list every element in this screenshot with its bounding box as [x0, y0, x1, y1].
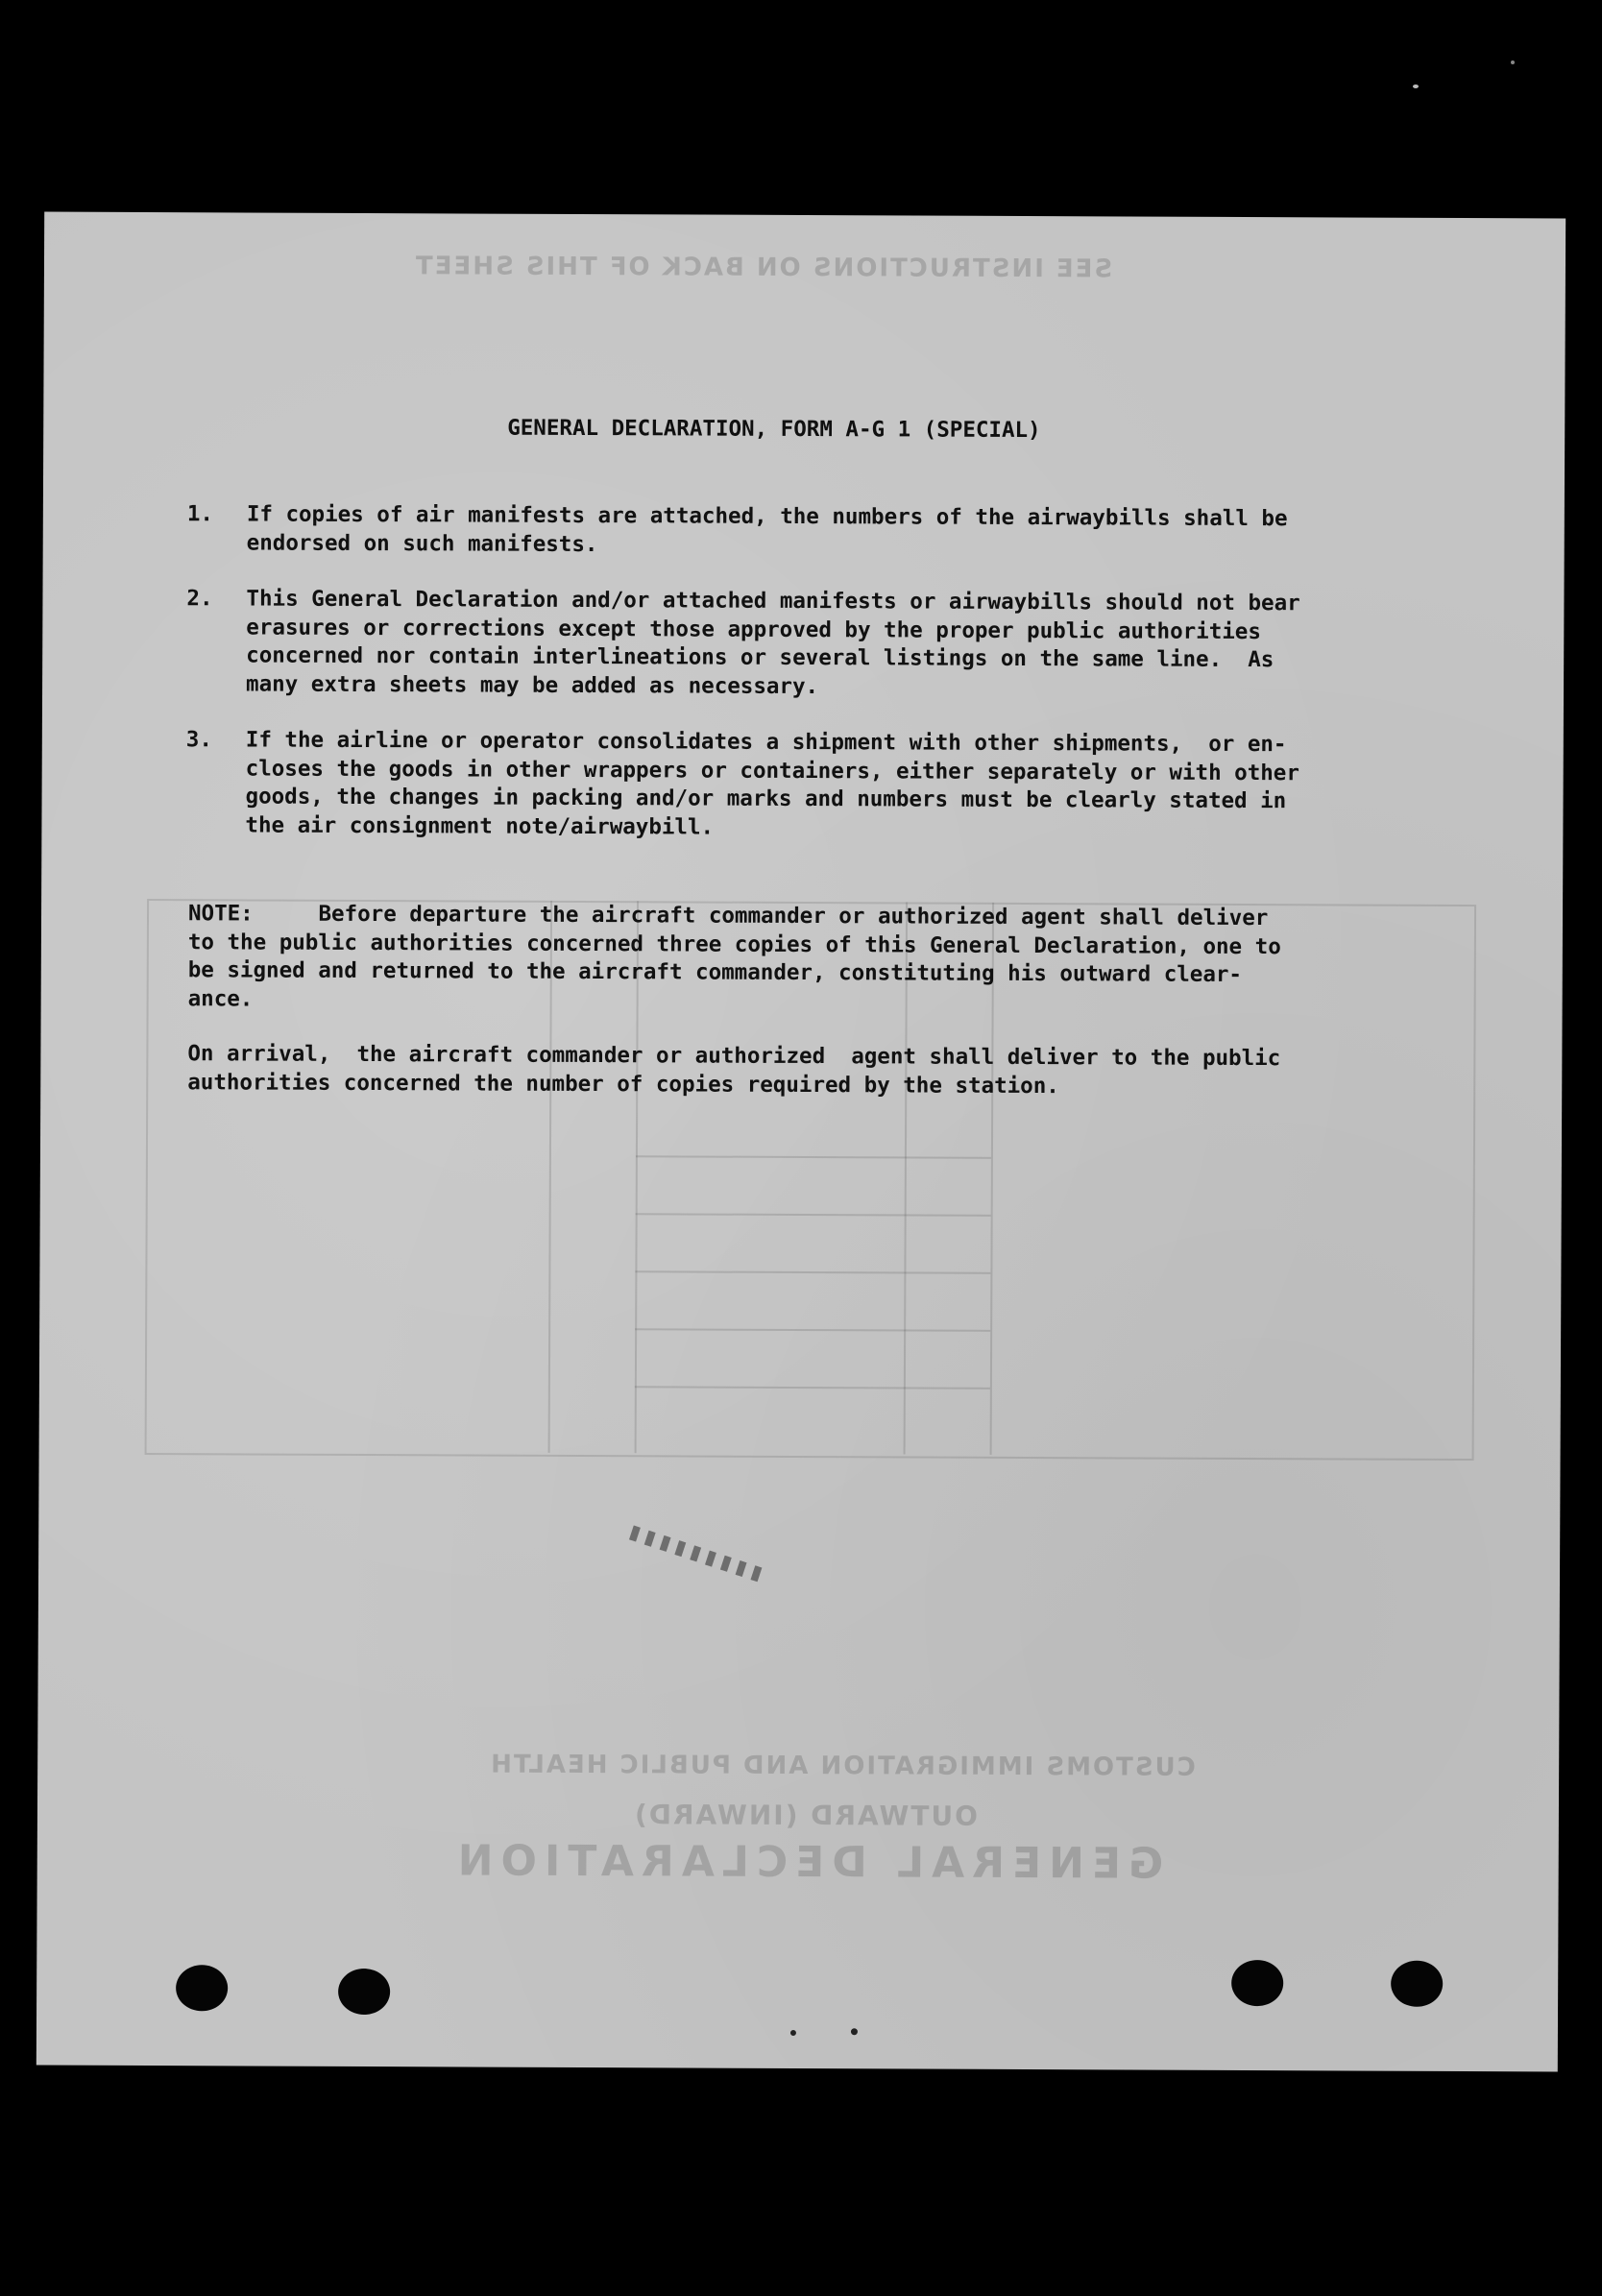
- ghost-footer: CUSTOMS IMMIGRATION AND PUBLIC HEALTH: [489, 1750, 1196, 1782]
- instruction-item-3: [185, 726, 1299, 840]
- item-text: If the airline or operator consolidates a shipment with other shipments, or en- closes the goods in other wrappers or containers, either separately or with other goods, the changes in packing and/or marks and numbers must be clearly stated in the air consignment note/airwaybill.: [245, 727, 1299, 840]
- speck: [1413, 85, 1419, 88]
- instruction-item-2: [186, 585, 1300, 699]
- punch-hole: [176, 1965, 228, 2011]
- punch-hole: [1391, 1961, 1443, 2007]
- ghost-header: SEE INSTRUCTIONS ON BACK OF THIS SHEET: [413, 252, 1113, 284]
- item-text: If copies of air manifests are attached, the numbers of the airwaybills shall be endorsed on such manifests.: [246, 501, 1288, 557]
- speck: [790, 2030, 796, 2036]
- ghost-footer: GENERAL DECLARATION: [449, 1836, 1164, 1889]
- punch-hole: [1231, 1960, 1283, 2006]
- punch-hole: [338, 1969, 390, 2015]
- arrival-paragraph: On arrival, the aircraft commander or authorized agent shall deliver to the public authorities concerned the number of copies required by the station.: [187, 1041, 1281, 1099]
- note-paragraph: NOTE: Before departure the aircraft commander or authorized agent shall deliver to the public authorities concerned three copies of this General Declaration, one to be signed and returned to the aircraft commander, constituting his outward clear- ance.: [187, 901, 1281, 1012]
- item-number: 2.: [186, 586, 213, 612]
- stamp-impression: ▮▮▮▮▮▮▮▮▮: [622, 1515, 768, 1589]
- page-title: GENERAL DECLARATION, FORM A-G 1 (SPECIAL): [507, 415, 1041, 444]
- item-number: 3.: [185, 727, 212, 753]
- document-page: [36, 212, 1566, 2072]
- ghost-footer: OUTWARD (INWARD): [632, 1799, 979, 1832]
- item-text: This General Declaration and/or attached manifests or airwaybills should not bear erasures or corrections except those approved by the proper public authorities concerned nor contain interlineations or several listings on the same line. As many extra sheets may be added as necessary.: [246, 586, 1300, 699]
- speck: [1511, 60, 1515, 64]
- item-number: 1.: [186, 501, 213, 527]
- speck: [851, 2028, 858, 2035]
